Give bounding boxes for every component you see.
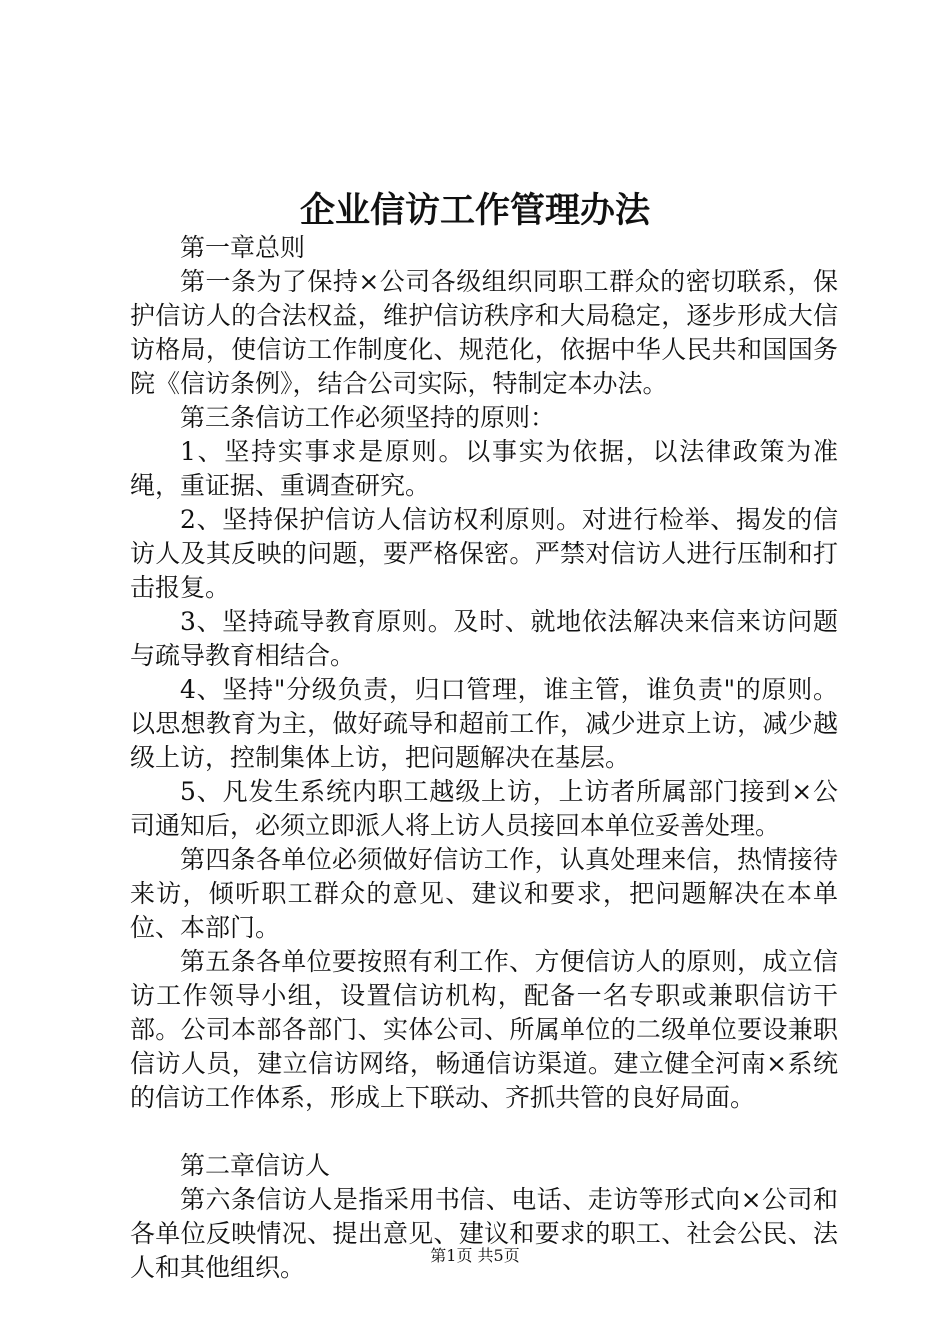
principle-4: 4、坚持"分级负责，归口管理，谁主管，谁负责"的原则。以思想教育为主，做好疏导和超前工作，减少进京上访，减少越级上访，控制集体上访，把问题解决在基层。 bbox=[130, 675, 838, 772]
chapter-1-heading: 第一章总则 bbox=[180, 233, 306, 262]
article-4: 第四条各单位必须做好信访工作，认真处理来信，热情接待来访，倾听职工群众的意见、建议和要求，把问题解决在本单位、本部门。 bbox=[130, 845, 838, 942]
document-title: 企业信访工作管理办法 bbox=[299, 190, 650, 231]
page-footer: 第1页 共5页 bbox=[430, 1246, 520, 1265]
article-5: 第五条各单位要按照有利工作、方便信访人的原则，成立信访工作领导小组，设置信访机构，配备一名专职或兼职信访干部。公司本部各部门、实体公司、所属单位的二级单位要设兼职信访人员，建立信访网络，畅通信访渠道。建立健全河南×系统的信访工作体系，形成上下联动、齐抓共管的良好局面。 bbox=[130, 947, 838, 1112]
article-1: 第一条为了保持×公司各级组织同职工群众的密切联系，保护信访人的合法权益，维护信访秩序和大局稳定，逐步形成大信访格局，使信访工作制度化、规范化，依据中华人民共和国国务院《信访条例》，结合公司实际，特制定本办法。 bbox=[130, 267, 838, 398]
chapter-2-heading: 第二章信访人 bbox=[180, 1151, 331, 1180]
principle-2: 2、坚持保护信访人信访权利原则。对进行检举、揭发的信访人及其反映的问题，要严格保密。严禁对信访人进行压制和打击报复。 bbox=[130, 505, 838, 602]
document-body bbox=[130, 231, 838, 1285]
principle-1: 1、坚持实事求是原则。以事实为依据，以法律政策为准绳，重证据、重调查研究。 bbox=[130, 437, 838, 500]
article-6: 第六条信访人是指采用书信、电话、走访等形式向×公司和各单位反映情况、提出意见、建议和要求的职工、社会公民、法人和其他组织。 bbox=[130, 1185, 838, 1282]
principle-5: 5、凡发生系统内职工越级上访，上访者所属部门接到×公司通知后，必须立即派人将上访人员接回本单位妥善处理。 bbox=[130, 777, 838, 840]
article-3: 第三条信访工作必须坚持的原则： bbox=[180, 403, 556, 432]
principle-3: 3、坚持疏导教育原则。及时、就地依法解决来信来访问题与疏导教育相结合。 bbox=[130, 607, 838, 670]
